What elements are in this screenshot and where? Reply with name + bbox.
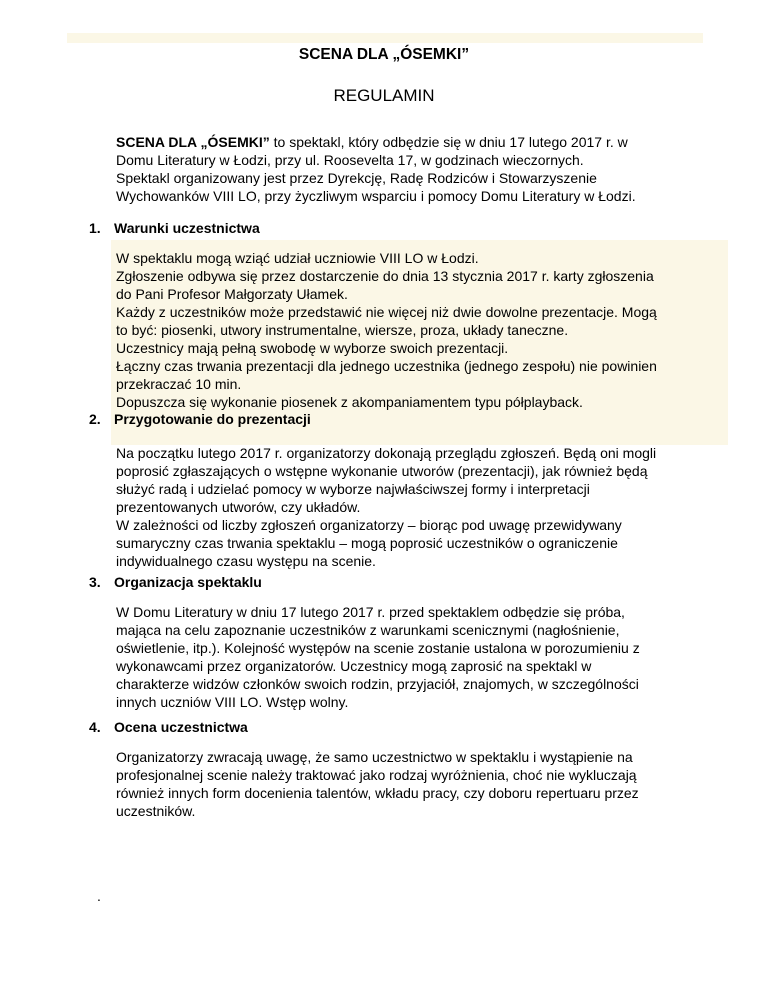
section-line: charakterze widzów członków swoich rodzin, przyjaciół, znajomych, w szczególności <box>116 676 639 692</box>
section-line: Zgłoszenie odbywa się przez dostarczenie do dnia 13 stycznia 2017 r. karty zgłoszenia <box>116 268 654 284</box>
section-line: W Domu Literatury w dniu 17 lutego 2017 r. przed spektaklem odbędzie się próba, <box>116 604 625 620</box>
section-line: W zależności od liczby zgłoszeń organizatorzy – biorąc pod uwagę przewidywany <box>116 517 622 533</box>
section-number: 1. <box>89 220 101 236</box>
intro-line-1-text: to spektakl, który odbędzie się w dniu 17 lutego 2017 r. w <box>269 134 628 150</box>
intro-line-3: Spektakl organizowany jest przez Dyrekcję, Radę Rodziców i Stowarzyszenie <box>116 170 597 186</box>
section-line: profesjonalnej scenie należy traktować jako rodzaj wyróżnienia, choć nie wykluczają <box>116 767 637 783</box>
header-highlight-band <box>67 33 703 43</box>
intro-bold-lead: SCENA DLA „ÓSEMKI” <box>116 134 270 150</box>
section-number: 4. <box>89 719 101 735</box>
section-2-heading <box>89 411 311 427</box>
section-1-body <box>116 249 728 411</box>
section-line: poprosić zgłaszających o wstępne wykonanie utworów (prezentacji), jak również będą <box>116 463 648 479</box>
section-line: Uczestnicy mają pełną swobodę w wyborze swoich prezentacji. <box>116 340 509 356</box>
section-line: W spektaklu mogą wziąć udział uczniowie VIII LO w Łodzi. <box>116 250 479 266</box>
section-line: Każdy z uczestników może przedstawić nie więcej niż dwie dowolne prezentacje. Mogą <box>116 304 657 320</box>
section-number: 3. <box>89 574 101 590</box>
section-line: mająca na celu zapoznanie uczestników z warunkami scenicznymi (nagłośnienie, <box>116 622 620 638</box>
section-line: Na początku lutego 2017 r. organizatorzy dokonają przeglądu zgłoszeń. Będą oni mogli <box>116 445 657 461</box>
intro-paragraph <box>116 133 726 205</box>
section-line: to być: piosenki, utwory instrumentalne, wiersze, proza, układy taneczne. <box>116 322 569 338</box>
intro-line-2: Domu Literatury w Łodzi, przy ul. Roosevelta 17, w godzinach wieczornych. <box>116 152 584 168</box>
section-line: sumaryczny czas trwania spektaklu – mogą poprosić uczestników o ograniczenie <box>116 535 618 551</box>
document-title: SCENA DLA „ÓSEMKI” <box>298 46 470 63</box>
section-title: Ocena uczestnictwa <box>114 719 248 735</box>
intro-line-4: Wychowanków VIII LO, przy życzliwym wsparciu i pomocy Domu Literatury w Łodzi. <box>116 188 636 204</box>
section-1-heading <box>89 220 260 236</box>
intro-line-1 <box>116 133 726 151</box>
section-line: indywidualnego czasu występu na scenie. <box>116 553 376 569</box>
section-line: oświetlenie, itp.). Kolejność występów na scenie zostanie ustalona w porozumieniu z <box>116 640 640 656</box>
section-line: do Pani Profesor Małgorzaty Ułamek. <box>116 286 348 302</box>
trailing-mark: . <box>97 888 101 904</box>
section-line: prezentowanych utworów, czy układów. <box>116 499 361 515</box>
section-line: przekraczać 10 min. <box>116 376 242 392</box>
section-3-heading <box>89 574 262 590</box>
section-line: Organizatorzy zwracają uwagę, że samo uczestnictwo w spektaklu i wystąpienie na <box>116 749 633 765</box>
section-title: Przygotowanie do prezentacji <box>114 411 311 427</box>
section-line: również innych form docenienia talentów, wkładu pracy, czy doboru repertuaru przez <box>116 785 639 801</box>
section-2-body <box>116 444 728 570</box>
section-title: Organizacja spektaklu <box>114 574 262 590</box>
section-4-heading <box>89 719 248 735</box>
section-4-body <box>116 748 728 820</box>
section-line: innych uczniów VIII LO. Wstęp wolny. <box>116 694 349 710</box>
section-line: Dopuszcza się wykonanie piosenek z akompaniamentem typu półplayback. <box>116 394 583 410</box>
section-title: Warunki uczestnictwa <box>114 220 260 236</box>
section-line: służyć radą i udzielać pomocy w wyborze najwłaściwszej formy i interpretacji <box>116 481 590 497</box>
document-subtitle: REGULAMIN <box>333 86 435 105</box>
section-line: Łączny czas trwania prezentacji dla jednego uczestnika (jednego zespołu) nie powinien <box>116 358 657 374</box>
section-line: wykonawcami przez organizatorów. Uczestnicy mogą zaprosić na spektakl w <box>116 658 592 674</box>
section-line: uczestników. <box>116 803 196 819</box>
section-number: 2. <box>89 411 101 427</box>
section-3-body <box>116 603 728 711</box>
